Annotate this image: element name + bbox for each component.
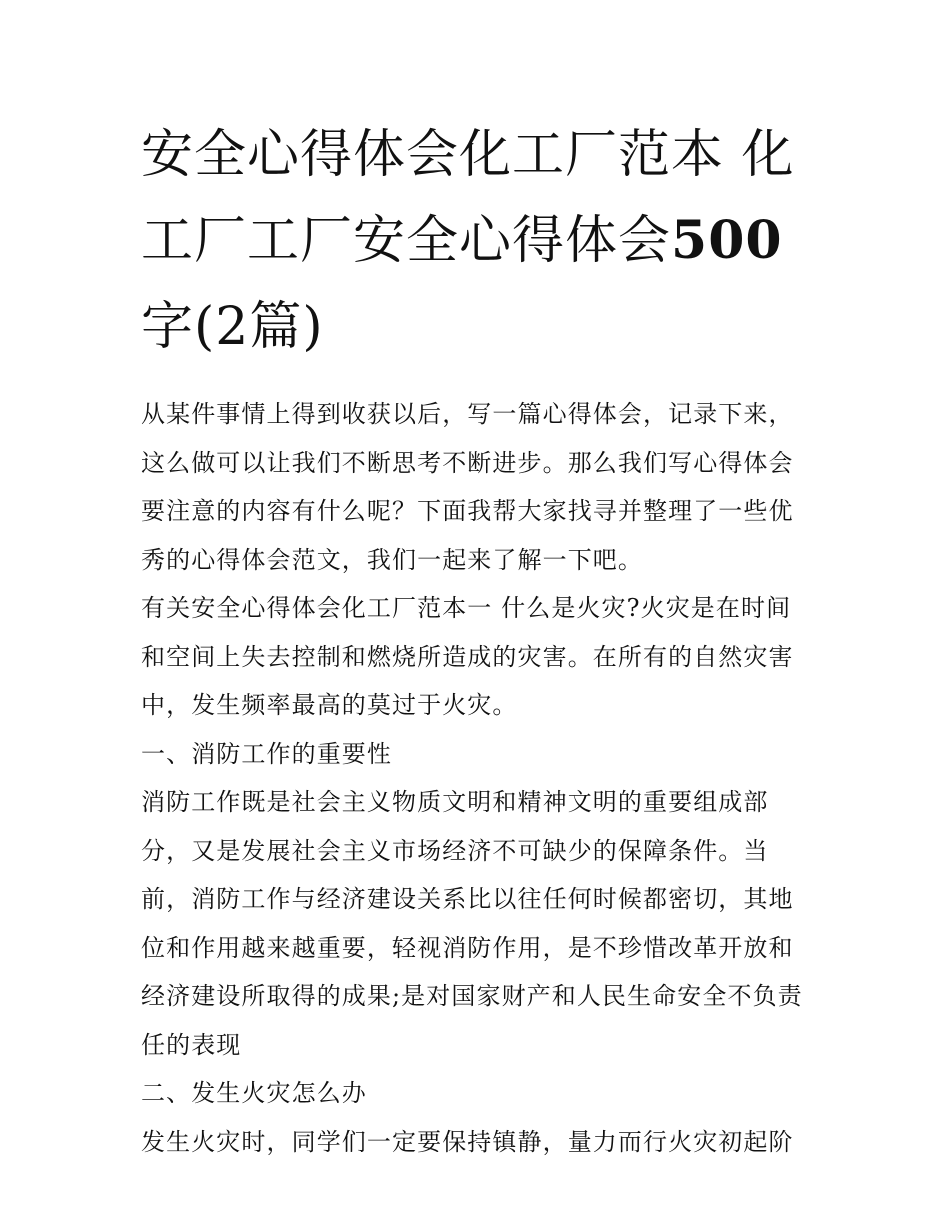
title-number: 500	[671, 210, 783, 271]
section-heading-what-to-do: 二、发生火灾怎么办	[141, 1079, 367, 1107]
section-heading-importance: 一、消防工作的重要性	[141, 739, 392, 768]
document-page	[141, 112, 816, 1166]
document-body	[141, 390, 816, 1166]
document-title: 安全心得体会化工厂范本 化工厂工厂安全心得体会500字(2篇)	[141, 125, 795, 357]
section-intro-paragraph: 有关安全心得体会化工厂范本一 什么是火灾?火灾是在时间和空间上失去控制和燃烧所造成的灾害。在所有的自然灾害中，发生频率最高的莫过于火灾。	[141, 594, 794, 719]
what-to-do-paragraph: 发生火灾时，同学们一定要保持镇静，量力而行火灾初起阶	[141, 1127, 794, 1156]
intro-paragraph: 从某件事情上得到收获以后，写一篇心得体会，记录下来，这么做可以让我们不断思考不断进步。那么我们写心得体会要注意的内容有什么呢？下面我帮大家找寻并整理了一些优秀的心得体会范文，我们一起来了解一下吧。	[141, 400, 794, 574]
importance-paragraph: 消防工作既是社会主义物质文明和精神文明的重要组成部分，又是发展社会主义市场经济不可缺少的保障条件。当前，消防工作与经济建设关系比以往任何时候都密切，其地位和作用越来越重要，轻视消防作用，是不珍惜改革开放和经济建设所取得的成果;是对国家财产和人民生命安全不负责任的表现	[141, 788, 803, 1059]
